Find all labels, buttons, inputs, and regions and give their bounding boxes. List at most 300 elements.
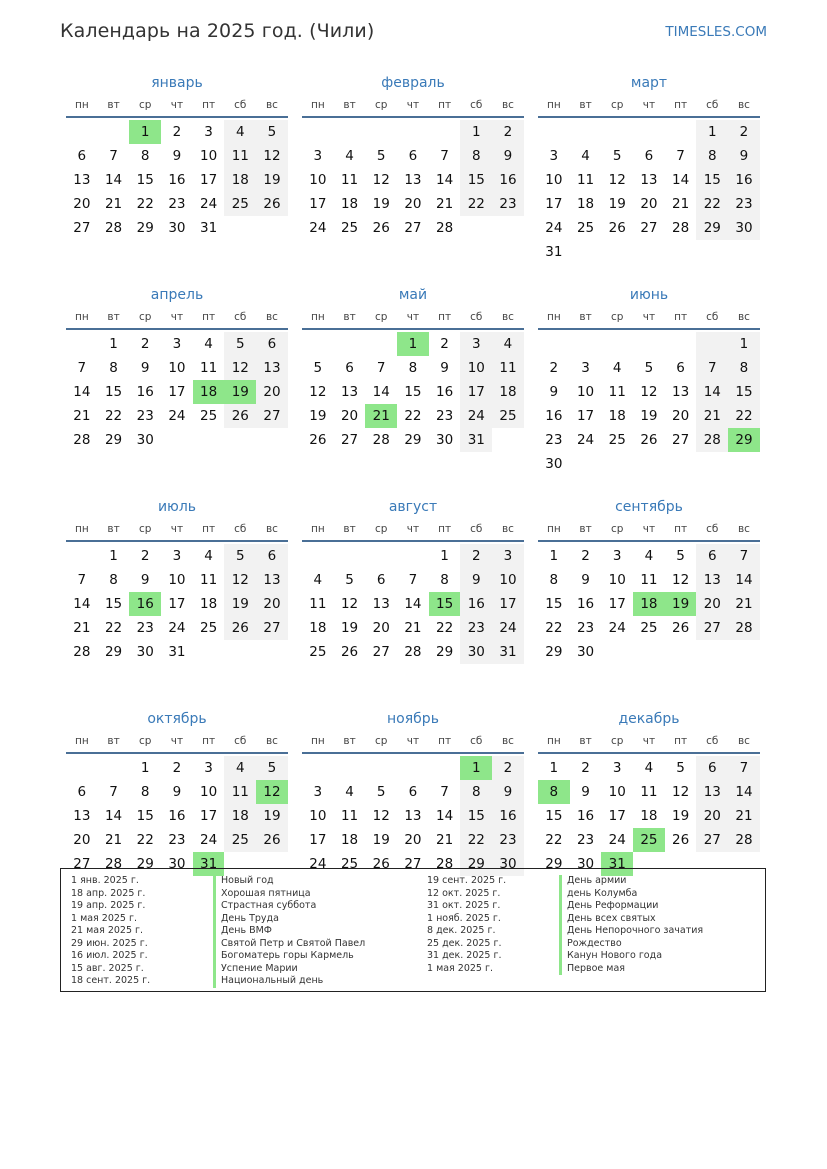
day-cell: 26	[372, 220, 390, 236]
day-cell: 29	[696, 216, 728, 240]
day-cell: 23	[168, 196, 186, 212]
day-cell: 12	[672, 572, 690, 588]
day-cell: 7	[408, 572, 418, 588]
weekday-label: пт	[674, 735, 688, 747]
weekday-label: пт	[202, 523, 216, 535]
legend-date: 15 авг. 2025 г.	[71, 962, 144, 974]
day-cell: 11	[309, 596, 327, 612]
legend-holiday-name: Святой Петр и Святой Павел	[213, 938, 365, 951]
header-rule	[302, 752, 524, 754]
day-cell: 9	[172, 148, 182, 164]
day-cell: 7	[77, 572, 87, 588]
day-cell: 4	[612, 360, 622, 376]
weekday-label: вс	[737, 311, 750, 323]
weekday-label: чт	[642, 311, 656, 323]
day-cell: 25	[224, 828, 256, 852]
day-cell: 24	[168, 620, 186, 636]
day-cell: 16	[545, 408, 563, 424]
day-cell: 15	[460, 168, 492, 192]
day-cell: 9	[581, 784, 590, 800]
header-rule	[302, 540, 524, 542]
day-cell: 10	[545, 172, 563, 188]
day-cell: 7	[676, 148, 685, 164]
day-cell: 24	[309, 856, 327, 872]
weekday-label: вт	[343, 523, 356, 535]
days-grid	[538, 544, 760, 664]
day-cell: 8	[140, 148, 150, 164]
weekday-label: вт	[579, 311, 592, 323]
weekday-label: сб	[470, 311, 483, 323]
months-grid	[66, 72, 760, 920]
day-cell: 7	[696, 356, 728, 380]
weekday-header	[538, 94, 760, 116]
day-cell: 23	[436, 408, 454, 424]
day-cell: 23	[168, 832, 186, 848]
day-cell: 30	[576, 856, 595, 872]
day-cell: 6	[376, 572, 386, 588]
day-cell: 27	[696, 616, 728, 640]
month-7	[302, 496, 524, 708]
day-cell: 18	[224, 804, 256, 828]
day-cell: 5	[256, 756, 288, 780]
day-cell: 18	[608, 408, 626, 424]
day-cell: 13	[640, 172, 658, 188]
day-cell: 19	[256, 804, 288, 828]
day-cell: 20	[696, 804, 728, 828]
day-cell: 22	[545, 620, 563, 636]
day-cell: 30	[576, 644, 595, 660]
day-cell: 9	[440, 360, 449, 376]
day-cell: 24	[576, 432, 595, 448]
day-cell: 1	[549, 760, 559, 776]
day-cell: 5	[644, 360, 654, 376]
day-cell: 30	[168, 220, 186, 236]
header-rule	[66, 540, 288, 542]
day-cell: 19	[372, 196, 390, 212]
day-cell: 17	[168, 596, 186, 612]
day-cell: 30	[545, 456, 563, 472]
month-name: ноябрь	[387, 711, 439, 727]
day-cell: 10	[168, 572, 186, 588]
day-cell: 13	[256, 356, 288, 380]
day-cell: 31	[168, 644, 186, 660]
day-cell: 28	[728, 616, 760, 640]
weekday-label: сб	[234, 523, 247, 535]
day-cell: 9	[581, 572, 590, 588]
holiday-day-cell: 31	[193, 852, 225, 876]
days-grid	[66, 756, 288, 876]
day-cell: 21	[73, 620, 91, 636]
day-cell: 7	[728, 756, 760, 780]
holiday-legend	[60, 868, 766, 992]
day-cell: 9	[172, 784, 182, 800]
day-cell: 14	[404, 596, 422, 612]
day-cell: 21	[104, 832, 123, 848]
day-cell: 27	[696, 828, 728, 852]
weekday-label: вс	[265, 311, 278, 323]
day-cell: 27	[372, 644, 390, 660]
weekday-header	[66, 730, 288, 752]
day-cell: 16	[492, 804, 524, 828]
legend-date: 1 нояб. 2025 г.	[427, 912, 501, 924]
weekday-label: вс	[265, 735, 278, 747]
day-cell: 24	[492, 616, 524, 640]
legend-date: 29 июн. 2025 г.	[71, 937, 148, 949]
day-cell: 11	[640, 784, 658, 800]
day-cell: 7	[376, 360, 386, 376]
day-cell: 3	[549, 148, 559, 164]
day-cell: 12	[224, 356, 256, 380]
empty-cell	[397, 120, 429, 144]
weekday-label: чт	[170, 311, 184, 323]
day-cell: 26	[224, 404, 256, 428]
day-cell: 3	[492, 544, 524, 568]
day-cell: 10	[608, 784, 626, 800]
weekday-header	[302, 518, 524, 540]
weekday-label: ср	[374, 523, 388, 535]
day-cell: 9	[492, 144, 524, 168]
legend-holiday-name: Первое мая	[559, 963, 703, 976]
day-cell: 25	[340, 856, 359, 872]
weekday-label: вс	[265, 523, 278, 535]
day-cell: 5	[676, 548, 685, 564]
day-cell: 11	[200, 572, 218, 588]
day-cell: 22	[460, 192, 492, 216]
day-cell: 16	[576, 596, 595, 612]
day-cell: 6	[696, 756, 728, 780]
day-cell: 29	[404, 432, 422, 448]
day-cell: 16	[136, 384, 154, 400]
day-cell: 4	[492, 332, 524, 356]
day-cell: 28	[104, 220, 123, 236]
day-cell: 26	[256, 192, 288, 216]
empty-cell	[429, 120, 461, 144]
day-cell: 9	[728, 144, 760, 168]
day-cell: 15	[545, 808, 563, 824]
day-cell: 20	[256, 380, 288, 404]
day-cell: 25	[492, 404, 524, 428]
day-cell: 19	[640, 408, 658, 424]
weekday-label: сб	[706, 99, 719, 111]
day-cell: 1	[109, 548, 118, 564]
day-cell: 29	[104, 644, 123, 660]
empty-cell	[302, 332, 334, 356]
day-cell: 27	[404, 220, 422, 236]
day-cell: 14	[104, 808, 123, 824]
day-cell: 13	[696, 568, 728, 592]
day-cell: 2	[549, 360, 559, 376]
holiday-day-cell: 19	[665, 592, 697, 616]
weekday-label: пн	[310, 735, 325, 747]
day-cell: 6	[256, 544, 288, 568]
empty-cell	[601, 332, 633, 356]
holiday-day-cell: 1	[460, 756, 492, 780]
day-cell: 20	[404, 196, 422, 212]
holiday-day-cell: 12	[256, 780, 288, 804]
day-cell: 29	[136, 220, 154, 236]
weekday-label: сб	[706, 523, 719, 535]
day-cell: 11	[224, 780, 256, 804]
day-cell: 13	[404, 808, 422, 824]
day-cell: 26	[309, 432, 327, 448]
month-6	[66, 496, 288, 708]
day-cell: 3	[204, 124, 213, 140]
empty-cell	[365, 332, 397, 356]
day-cell: 3	[313, 148, 323, 164]
day-cell: 16	[460, 592, 492, 616]
day-cell: 13	[404, 172, 422, 188]
day-cell: 22	[460, 828, 492, 852]
weekday-label: ср	[138, 99, 152, 111]
weekday-label: ср	[610, 311, 624, 323]
month-4	[302, 284, 524, 496]
day-cell: 6	[696, 544, 728, 568]
weekday-label: чт	[170, 99, 184, 111]
weekday-label: вт	[579, 99, 592, 111]
day-cell: 27	[256, 404, 288, 428]
day-cell: 11	[576, 172, 595, 188]
weekday-label: вт	[107, 523, 120, 535]
empty-cell	[538, 120, 570, 144]
day-cell: 28	[73, 432, 91, 448]
empty-cell	[365, 544, 397, 568]
weekday-label: пн	[546, 311, 561, 323]
day-cell: 4	[313, 572, 323, 588]
day-cell: 19	[608, 196, 626, 212]
empty-cell	[66, 332, 98, 356]
day-cell: 3	[581, 360, 590, 376]
weekday-header	[538, 730, 760, 752]
weekday-label: чт	[170, 735, 184, 747]
day-cell: 31	[545, 244, 563, 260]
weekday-label: пт	[438, 311, 452, 323]
weekday-label: сб	[706, 311, 719, 323]
empty-cell	[633, 332, 665, 356]
day-cell: 22	[136, 832, 154, 848]
weekday-header	[538, 518, 760, 540]
day-cell: 6	[408, 148, 418, 164]
day-cell: 6	[77, 148, 87, 164]
day-cell: 19	[224, 592, 256, 616]
day-cell: 24	[545, 220, 563, 236]
day-cell: 2	[172, 124, 182, 140]
days-grid	[538, 120, 760, 264]
day-cell: 10	[309, 172, 327, 188]
day-cell: 27	[73, 220, 91, 236]
legend-date: 25 дек. 2025 г.	[427, 937, 502, 949]
day-cell: 28	[73, 644, 91, 660]
day-cell: 21	[73, 408, 91, 424]
day-cell: 2	[728, 120, 760, 144]
day-cell: 27	[640, 220, 658, 236]
day-cell: 24	[608, 832, 626, 848]
day-cell: 8	[440, 572, 449, 588]
legend-date: 31 окт. 2025 г.	[427, 900, 501, 911]
day-cell: 27	[73, 856, 91, 872]
holiday-day-cell: 25	[633, 828, 665, 852]
day-cell: 13	[73, 172, 91, 188]
page-title: Календарь на 2025 год. (Чили)	[60, 20, 375, 42]
day-cell: 30	[728, 216, 760, 240]
day-cell: 17	[168, 384, 186, 400]
day-cell: 31	[200, 220, 218, 236]
empty-cell	[302, 120, 334, 144]
month-name: июнь	[629, 287, 669, 303]
month-0	[66, 72, 288, 284]
day-cell: 5	[345, 572, 354, 588]
month-5	[538, 284, 760, 496]
site-link[interactable]: TIMESLES.COM	[665, 24, 767, 40]
days-grid	[302, 332, 524, 452]
weekday-label: пн	[310, 311, 325, 323]
day-cell: 2	[140, 336, 150, 352]
legend-date: 18 сент. 2025 г.	[71, 975, 151, 986]
empty-cell	[601, 120, 633, 144]
day-cell: 8	[140, 784, 150, 800]
header-rule	[302, 328, 524, 330]
day-cell: 3	[172, 336, 182, 352]
day-cell: 16	[576, 808, 595, 824]
day-cell: 26	[640, 432, 658, 448]
weekday-label: пт	[202, 99, 216, 111]
weekday-label: вт	[579, 523, 592, 535]
empty-cell	[633, 120, 665, 144]
weekday-label: чт	[642, 735, 656, 747]
month-name: апрель	[150, 287, 204, 303]
weekday-label: вс	[501, 311, 514, 323]
month-name: февраль	[381, 75, 445, 91]
day-cell: 12	[608, 172, 626, 188]
day-cell: 12	[640, 384, 658, 400]
month-name: июль	[157, 499, 197, 515]
legend-holiday-name: Хорошая пятница	[213, 888, 365, 901]
weekday-label: пт	[438, 523, 452, 535]
day-cell: 15	[728, 380, 760, 404]
weekday-label: пт	[674, 311, 688, 323]
month-8	[538, 496, 760, 708]
day-cell: 16	[728, 168, 760, 192]
weekday-header	[302, 306, 524, 328]
day-cell: 22	[728, 404, 760, 428]
empty-cell	[365, 756, 397, 780]
legend-date: 1 мая 2025 г.	[71, 912, 137, 924]
day-cell: 11	[640, 572, 658, 588]
day-cell: 8	[696, 144, 728, 168]
day-cell: 26	[372, 856, 390, 872]
day-cell: 4	[204, 548, 213, 564]
day-cell: 17	[576, 408, 595, 424]
day-cell: 26	[256, 828, 288, 852]
day-cell: 23	[576, 832, 595, 848]
month-name: март	[630, 75, 668, 91]
day-cell: 18	[309, 620, 327, 636]
day-cell: 14	[73, 596, 91, 612]
day-cell: 12	[372, 172, 390, 188]
day-cell: 15	[696, 168, 728, 192]
day-cell: 21	[436, 196, 454, 212]
day-cell: 13	[340, 384, 359, 400]
day-cell: 29	[545, 644, 563, 660]
day-cell: 10	[200, 784, 218, 800]
day-cell: 27	[672, 432, 690, 448]
day-cell: 8	[109, 360, 118, 376]
weekday-label: вс	[737, 99, 750, 111]
day-cell: 23	[728, 192, 760, 216]
day-cell: 24	[608, 620, 626, 636]
day-cell: 30	[436, 432, 454, 448]
day-cell: 15	[136, 808, 154, 824]
day-cell: 5	[612, 148, 622, 164]
day-cell: 11	[200, 360, 218, 376]
day-cell: 7	[109, 784, 118, 800]
day-cell: 12	[340, 596, 359, 612]
day-cell: 9	[460, 568, 492, 592]
days-grid	[302, 544, 524, 664]
empty-cell	[665, 332, 697, 356]
day-cell: 12	[309, 384, 327, 400]
day-cell: 20	[73, 832, 91, 848]
empty-cell	[334, 332, 366, 356]
day-cell: 30	[136, 432, 154, 448]
day-cell: 7	[440, 784, 449, 800]
day-cell: 2	[460, 544, 492, 568]
legend-date: 16 июл. 2025 г.	[71, 950, 148, 961]
day-cell: 13	[73, 808, 91, 824]
days-grid	[66, 120, 288, 240]
day-cell: 5	[256, 120, 288, 144]
weekday-label: вс	[737, 735, 750, 747]
day-cell: 18	[340, 196, 359, 212]
day-cell: 23	[460, 616, 492, 640]
weekday-header	[66, 94, 288, 116]
day-cell: 16	[168, 808, 186, 824]
day-cell: 28	[436, 856, 454, 872]
day-cell: 25	[200, 408, 218, 424]
weekday-label: ср	[610, 99, 624, 111]
day-cell: 21	[728, 592, 760, 616]
day-cell: 23	[492, 192, 524, 216]
day-cell: 28	[404, 644, 422, 660]
day-cell: 14	[696, 380, 728, 404]
legend-holiday-name: Богоматерь горы Кармель	[213, 950, 365, 963]
day-cell: 1	[460, 120, 492, 144]
day-cell: 15	[104, 596, 123, 612]
weekday-label: вс	[737, 523, 750, 535]
day-cell: 14	[372, 384, 390, 400]
day-cell: 13	[696, 780, 728, 804]
day-cell: 7	[728, 544, 760, 568]
month-name: август	[388, 499, 438, 515]
weekday-label: чт	[642, 523, 656, 535]
day-cell: 5	[313, 360, 323, 376]
day-cell: 10	[460, 356, 492, 380]
empty-cell	[665, 120, 697, 144]
empty-cell	[696, 332, 728, 356]
day-cell: 26	[224, 616, 256, 640]
day-cell: 5	[376, 784, 386, 800]
weekday-label: чт	[406, 99, 420, 111]
legend-date: 1 янв. 2025 г.	[71, 875, 139, 886]
day-cell: 28	[436, 220, 454, 236]
header-rule	[538, 328, 760, 330]
day-cell: 11	[608, 384, 626, 400]
day-cell: 5	[376, 148, 386, 164]
weekday-label: вт	[107, 99, 120, 111]
month-1	[302, 72, 524, 284]
empty-cell	[66, 120, 98, 144]
legend-holiday-name: день Колумба	[559, 888, 703, 901]
legend-names-col-2	[559, 875, 703, 975]
